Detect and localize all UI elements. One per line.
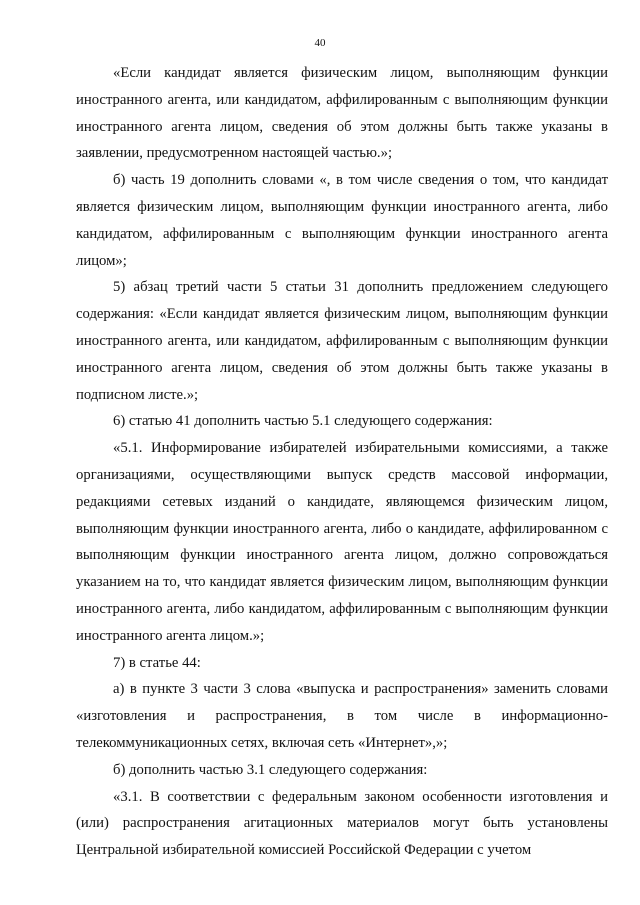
- paragraph-article-41-intro: 6) статью 41 дополнить частью 5.1 следующего содержания:: [113, 413, 493, 430]
- paragraph-part-5-1-text: «5.1. Информирование избирателей избирательными комиссиями, а также организациями, осуществляющими выпуск средств массовой информации, редакциями сетевых изданий о кандидате, являющемся физическим лицом, выполняющим функции иностранного агента, либо о кандидате, аффилированном с выполняющим функции иностранного агента лицом, должно сопровождаться указанием на то, что кандидат является физическим лицом, выполняющим функции иностранного агента, либо кандидатом, аффилированным с выполняющим функции иностранного агента лицом.»;: [76, 440, 608, 644]
- paragraph-article-44-intro: 7) в статье 44:: [113, 654, 201, 671]
- paragraph-article-44-item-b: б) дополнить частью 3.1 следующего содержания:: [113, 761, 428, 778]
- paragraph-part-3-1-text: «3.1. В соответствии с федеральным законом особенности изготовления и (или) распространения агитационных материалов могут быть установлены Центральной избирательной комиссией Российской Федерации с учетом: [76, 788, 608, 859]
- paragraph-foreign-agent-statement: «Если кандидат является физическим лицом, выполняющим функции иностранного агента, или кандидатом, аффилированным с выполняющим функции иностранного агента лицом, сведения об этом должны быть также указаны в заявлении, предусмотренном настоящей частью.»;: [76, 65, 608, 162]
- document-body: [76, 60, 608, 864]
- page-number: 40: [314, 37, 326, 49]
- paragraph-article-31-amendment: 5) абзац третий части 5 статьи 31 дополнить предложением следующего содержания: «Если кандидат является физическим лицом, выполняющим функции иностранного агента, или кандидатом, аффилированным с выполняющим функции иностранного агента лицом, сведения об этом должны быть также указаны в подписном листе.»;: [76, 279, 608, 403]
- paragraph-part-19-amendment: б) часть 19 дополнить словами «, в том числе сведения о том, что кандидат является физическим лицом, выполняющим функции иностранного агента, либо кандидатом, аффилированным с выполняющим функции иностранного агента лицом»;: [76, 172, 608, 269]
- paragraph-article-44-item-a: а) в пункте 3 части 3 слова «выпуска и распространения» заменить словами «изготовления и распространения, в том числе в информационно-телекоммуникационных сетях, включая сеть «Интернет»,»;: [76, 681, 608, 751]
